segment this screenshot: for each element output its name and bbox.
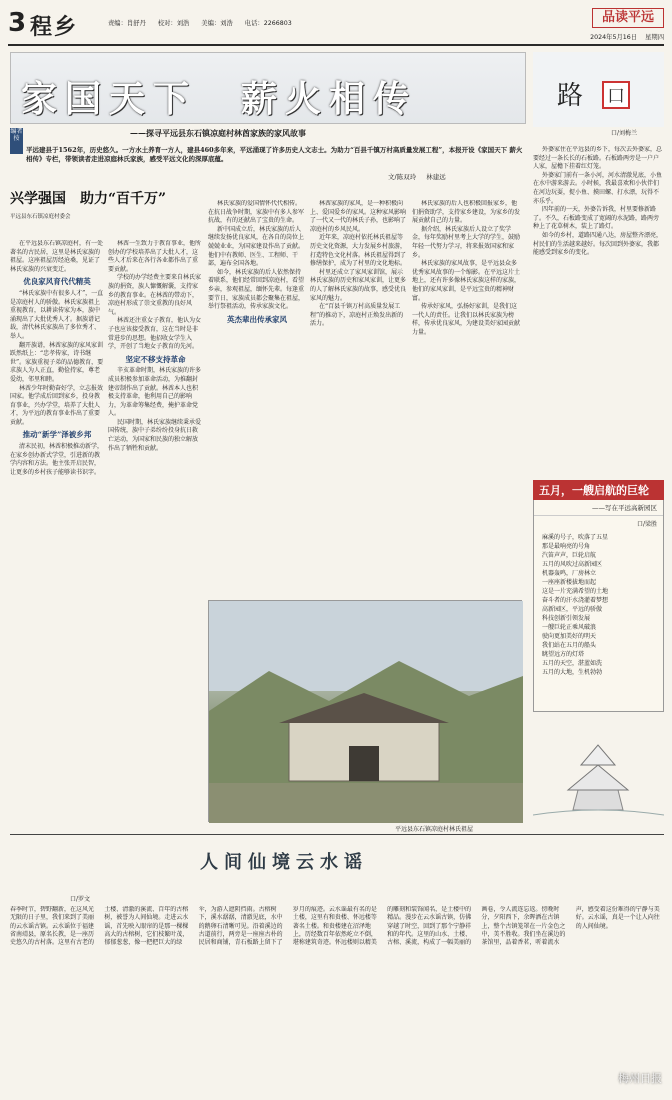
essay-title: 人间仙境云水谣 bbox=[200, 852, 368, 873]
poem-line: 一艘巨轮正乘风破浪 bbox=[542, 624, 597, 631]
road-illustration bbox=[533, 52, 664, 127]
paragraph: 民国时期，林氏家族继续秉承爱国传统，族中子弟纷纷投身抗日救亡运动，为国家和民族的独立解放作出了牺牲和贡献。 bbox=[108, 418, 202, 452]
paragraph: 学校的办学经费主要来自林氏家族的捐资，族人慷慨解囊，支持家乡的教育事业。在林酋的带动下，凉庭村形成了崇文重教的良好风气。 bbox=[108, 274, 202, 316]
poem-line: 那是最响亮的号角 bbox=[542, 543, 591, 550]
photo-caption: 平远县东石镇凉庭村林氏祖屋 bbox=[395, 826, 474, 833]
date-text: 2024年5月16日 bbox=[590, 34, 638, 41]
paragraph: 在“百县千镇万村高质量发展工程”的推动下，凉庭村正焕发出新的活力。 bbox=[310, 303, 404, 328]
paragraph: 翻开族谱，林酋家族的家风家训跃然纸上：“忠孝传家，诗书继世”。家族重视子弟的品德教育，要求族人为人正直，勤俭持家，尊老爱幼，邻里和睦。 bbox=[10, 341, 104, 383]
lead-paragraph: 平远建县于1562年，历史悠久。一方水土养育一方人，建县460多年来，平远涌现了许多历史人文志士。为助力“百县千镇万村高质量发展工程”，本报开设《家国天下 薪火相传》专栏，带领读者走进凉庭林氏家族，感受平远文化的深厚底蕴。 bbox=[26, 146, 523, 163]
pagoda-illustration bbox=[533, 720, 664, 828]
editor-credits bbox=[108, 18, 302, 27]
paragraph: 如今，林氏家族的后人依然保持着联系，他们经常回到凉庭村，看望乡亲，参观祖屋，缅怀先辈。每逢重要节日，家族成员都会聚集在祖屋，举行祭祖活动，传承家族文化。 bbox=[208, 268, 305, 311]
poem-line: 这是一片充满希望的土地 bbox=[542, 588, 609, 595]
feature-subtitle: ——探寻平远县东石镇凉庭村林酋家族的家风故事 bbox=[130, 128, 306, 138]
poem-subtitle: ——写在平远高新园区 bbox=[534, 500, 663, 516]
editor-credit: 校对：刘浩 bbox=[157, 20, 190, 27]
poem-line: 五月的大地，生机勃勃 bbox=[542, 669, 603, 676]
paragraph: 林酋少年时勤奋好学，立志报效国家。他学成后回到家乡，投身教育事业，兴办学堂，培养了大批人才，为平远的教育事业作出了重要贡献。 bbox=[10, 384, 104, 426]
paragraph: 外婆家住在平远县的乡下，每次去外婆家，总要经过一条长长的石板路。石板路两旁是一户户人家，屋檐下挂着红灯笼。 bbox=[533, 146, 663, 171]
editor-note-tag: 编者按 bbox=[10, 128, 23, 154]
pagoda-drawing bbox=[533, 720, 664, 828]
publication-date bbox=[584, 32, 664, 41]
poem-line: 五月的天空，湛蓝如洗 bbox=[542, 660, 603, 667]
essay-column bbox=[533, 146, 664, 460]
road-photo bbox=[533, 52, 664, 127]
poem-line: 一座座新楼拔地而起 bbox=[542, 579, 597, 586]
section-heading: 英杰辈出传承家风 bbox=[227, 314, 287, 324]
poem-line: 高新园区，平远的骄傲 bbox=[542, 606, 603, 613]
credit-label: 文/陈双玲 bbox=[388, 173, 417, 181]
section-heading: 推动“新学”泽被乡邦 bbox=[22, 430, 92, 440]
editor-credit: 电话：2266803 bbox=[244, 20, 292, 27]
article-column bbox=[108, 240, 203, 702]
section-divider bbox=[10, 834, 664, 835]
poem-author: 口/梁胜 bbox=[636, 521, 657, 528]
paragraph: 传承好家风，弘扬好家训，是我们这一代人的责任。让我们以林氏家族为榜样，传承优良家风，为建设美好家园贡献力量。 bbox=[412, 303, 521, 336]
article-column bbox=[412, 200, 522, 596]
section-name: 程乡 bbox=[30, 15, 79, 40]
paragraph: 在平远县东石镇凉庭村，有一处著名的古民居，这里是林氏家族的祖屋。这座祖屋历经沧桑，见证了林氏家族的兴衰变迁。 bbox=[10, 240, 104, 273]
road-title-glyph-2: 口 bbox=[607, 86, 625, 107]
road-title-glyph: 路 bbox=[557, 81, 584, 111]
paragraph: 林酋家族的家风，是一种积极向上、爱国爱乡的家风。这种家风影响了一代又一代的林氏子孙，也影响了凉庭村的乡风民风。 bbox=[310, 200, 407, 233]
sub-headline bbox=[10, 188, 196, 232]
poem-line: 汽笛声声，巨轮启航 bbox=[542, 552, 597, 559]
poem-lines bbox=[542, 533, 658, 677]
village-photo bbox=[208, 600, 522, 822]
poem-line: 机器轰鸣，厂房林立 bbox=[542, 570, 597, 577]
poem-line: 驶向更加美好的明天 bbox=[542, 633, 597, 640]
poem-line: 奋斗者的汗水浇灌着梦想 bbox=[542, 597, 609, 604]
article-column bbox=[208, 200, 306, 596]
feature-title: 家国天下 薪火相传 bbox=[21, 78, 418, 120]
village-illustration bbox=[209, 601, 523, 823]
paragraph: 林氏家族的后人也积极回报家乡，他们捐资助学，支持家乡建设，为家乡的发展贡献自己的力量。 bbox=[412, 200, 521, 225]
article-column bbox=[310, 200, 408, 596]
page-number: 3 bbox=[8, 8, 27, 38]
article-column bbox=[10, 240, 104, 702]
editor-credit: 责编：肖舒丹 bbox=[108, 20, 146, 27]
paragraph: 据介绍，林氏家族后人设立了奖学金，每年奖励村里考上大学的学生，鼓励年轻一代努力学习，将来报效国家和家乡。 bbox=[412, 225, 521, 259]
photo-credit: 口/刘梅兰 bbox=[611, 130, 638, 137]
editor-credit: 美编：刘浩 bbox=[201, 20, 233, 27]
sub-headline-credit: 平远县东石镇凉庭村委会 bbox=[10, 214, 71, 220]
poem-line: 我们站在五月的船头 bbox=[542, 642, 597, 649]
paragraph: 清末民初，林酋积极推动新学，在家乡创办新式学堂，引进新的教学内容和方法。他主张开启民智，让更多的乡村孩子能够读书识字。 bbox=[10, 443, 104, 476]
paragraph: 村里还成立了家风家训馆，展示林氏家族的历史和家风家训，让更多的人了解林氏家族的故事，感受优良家风的魅力。 bbox=[310, 268, 407, 302]
paragraph: 四年前的一天，外婆告诉我，村里要修新路了。不久，石板路变成了宽阔的水泥路，路两旁种上了花草树木，装上了路灯。 bbox=[533, 206, 660, 231]
poem-line: 五月的风吹过高新园区 bbox=[542, 561, 603, 568]
paragraph: 新中国成立后，林氏家族的后人继续发扬优良家风，在各自的岗位上兢兢业业，为国家建设作出了贡献。他们中有教师、医生、工程师、干部，遍布全国各地。 bbox=[208, 225, 305, 268]
credit-name: 林建远 bbox=[426, 173, 446, 181]
watermark: 梅州日报 bbox=[618, 1072, 662, 1085]
page-header bbox=[8, 8, 664, 46]
paragraph: 外婆家门前有一条小河，河水清澈见底，小鱼在水中游来游去。小时候，我最喜欢和小伙伴们在河边玩耍，捉小鱼、摸田螺、打水漂，玩得不亦乐乎。 bbox=[533, 171, 663, 205]
sub-headline-title: 兴学强国 助力“百千万” bbox=[10, 191, 167, 207]
essay-body: 春季时节，碧野翻新，在这风光无限的日子里，我们来到了美丽的云水谣古镇。云水谣位于福建省南靖县，原名长教，是一座历史悠久的古村落。这里有古老的土楼、清澈的溪流、百年的古榕树，被誉为人间仙境。走进云水谣，首先映入眼帘的是那一棵棵高大的古榕树，它们枝繁叶茂，郁郁葱葱，像一把把巨大的绿伞，为游人遮阴挡雨。古榕树下，溪水潺潺，清澈见底，水中的鹅卵石清晰可见。沿着溪边的古道前行，两旁是一座座古朴的民居和商铺，青石板路上留下了岁月的痕迹。云水谣最有名的是土楼，这里有和贵楼、怀远楼等著名土楼。和贵楼建在沼泽地上，历经数百年依然屹立不倒，堪称建筑奇迹。怀远楼则以精美的雕刻和装饰闻名，是土楼中的精品。漫步在云水谣古镇，仿佛穿越了时空，回到了那个宁静祥和的年代。这里的山水、土楼、古榕、溪流，构成了一幅美丽的画卷，令人流连忘返。傍晚时分，夕阳西下，余晖洒在古镇上，整个古镇笼罩在一片金色之中，美不胜收。我们坐在溪边的茶馆里，品着香茗，听着流水声，感受着这份难得的宁静与美好。云水谣，真是一个让人向往的人间仙境。 bbox=[10, 906, 660, 947]
poem-line: 眺望远方的灯塔 bbox=[542, 651, 585, 658]
paragraph: 辛亥革命时期，林氏家族的许多成员积极参加革命活动，为推翻封建帝制作出了贡献。林酋本人也积极支持革命，他利用自己的影响力，为革命筹集经费，掩护革命党人。 bbox=[108, 367, 202, 418]
column-masthead: 品读平远 bbox=[592, 8, 664, 28]
poem-box bbox=[533, 480, 664, 712]
paragraph: 近年来，凉庭村依托林氏祖屋等历史文化资源，大力发展乡村旅游，打造特色文化村落。林氏祖屋得到了修缮保护，成为了村里的文化地标。 bbox=[310, 234, 407, 268]
paragraph: 林氏家族的家风故事，是平远县众多优秀家风故事的一个缩影。在平远这片土地上，还有许多像林氏家族这样的家族，他们的家风家训，是平远宝贵的精神财富。 bbox=[412, 260, 521, 302]
paragraph: 如今的乡村，道路四通八达，房屋整齐漂亮，村民们的生活越来越好。每次回到外婆家，我都能感受到家乡的变化。 bbox=[533, 231, 663, 257]
paragraph: 林氏家族的爱国情怀代代相传。在抗日战争时期，家族中有多人参军抗战，有的还献出了宝贵的生命。 bbox=[208, 200, 305, 225]
poem-line: 麻溪的号子，吹落了五星 bbox=[542, 534, 609, 541]
feature-banner bbox=[10, 52, 526, 124]
poem-line: 科技创新引领发展 bbox=[542, 615, 591, 622]
section-heading: 坚定不移支持革命 bbox=[125, 354, 186, 364]
weekday-text: 星期四 bbox=[645, 34, 664, 41]
paragraph: 林酋还注重女子教育，他认为女子也应该接受教育，这在当时是非常进步的思想。他招收女学生入学，开创了当地女子教育的先河。 bbox=[108, 317, 202, 351]
paragraph: 林酋一生致力于教育事业，他所创办的学校培养出了大批人才，这些人才后来在各行各业都作出了重要贡献。 bbox=[108, 240, 202, 273]
paragraph: “林氏家族中有很多人才”，一直是凉庭村人的骄傲。林氏家族祖上重视教育，以耕读传家为本，族中涌现出了大批优秀人才。据族谱记载，清代林氏家族出了多位秀才、举人。 bbox=[10, 289, 104, 340]
poem-title: 五月，一艘启航的巨轮 bbox=[533, 480, 664, 500]
lead-credit bbox=[380, 172, 446, 181]
essay-author: 口/罗文 bbox=[70, 896, 91, 903]
section-heading: 优良家风育代代精英 bbox=[23, 277, 91, 287]
